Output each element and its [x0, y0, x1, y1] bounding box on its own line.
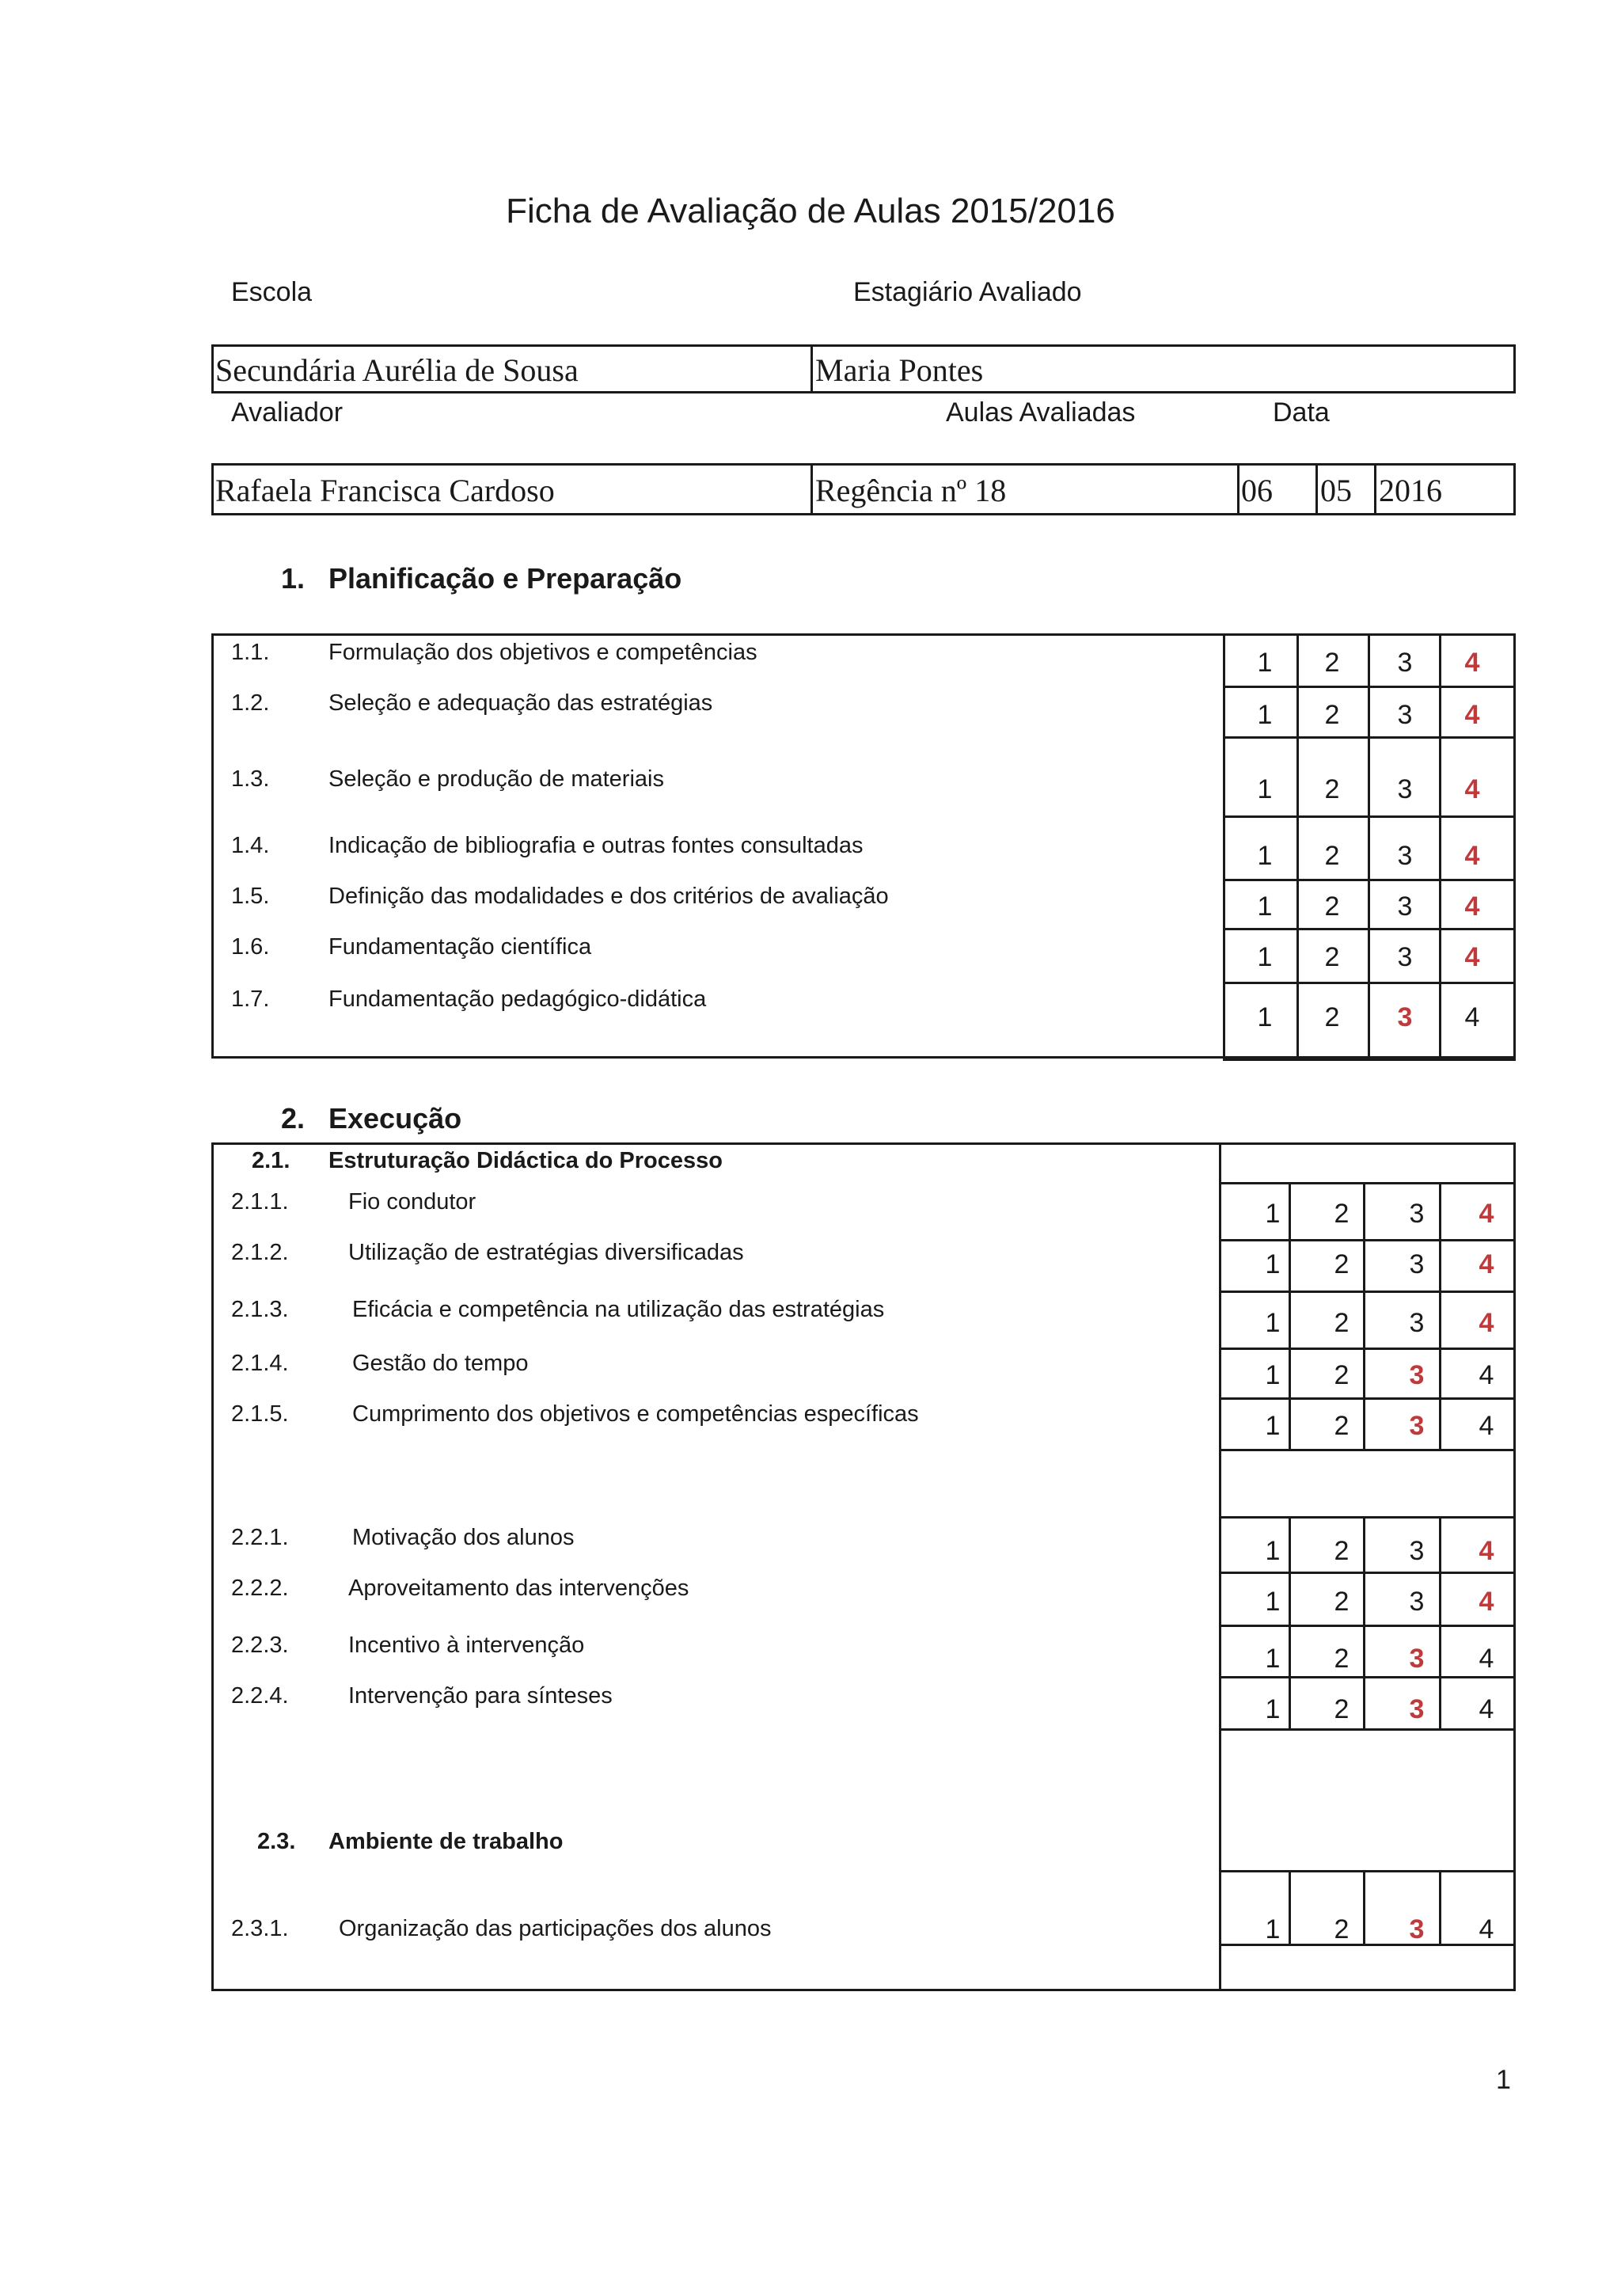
- score-option-selected: 4: [1479, 1536, 1494, 1566]
- score-option: 1: [1265, 1644, 1281, 1674]
- score-option: 1: [1265, 1308, 1281, 1338]
- score-option-selected: 3: [1409, 1360, 1425, 1390]
- label-escola: Escola: [231, 277, 313, 307]
- item-number: 2.2.4.: [231, 1683, 289, 1709]
- page-number: 1: [1496, 2065, 1511, 2095]
- item-number: 1.2.: [231, 690, 270, 716]
- item-label: Cumprimento dos objetivos e competências específicas: [352, 1401, 919, 1427]
- score-option: 3: [1397, 841, 1413, 871]
- score-option-selected: 4: [1479, 1587, 1494, 1617]
- score-option-selected: 3: [1409, 1914, 1425, 1944]
- score-option: 2: [1334, 1199, 1350, 1229]
- item-number: 2.1.3.: [231, 1297, 289, 1322]
- score-grid-line: [1219, 1449, 1516, 1451]
- label-avaliador: Avaliador: [231, 397, 344, 428]
- avaliador-value: Rafaela Francisca Cardoso: [215, 473, 555, 508]
- score-option: 3: [1397, 774, 1413, 804]
- item-label: Eficácia e competência na utilização das estratégias: [352, 1297, 885, 1322]
- score-grid-line: [1219, 1625, 1516, 1627]
- score-option: 2: [1334, 1587, 1350, 1617]
- item-label: Seleção e adequação das estratégias: [328, 690, 713, 716]
- sub21-title: Estruturação Didáctica do Processo: [328, 1148, 723, 1173]
- score-option-selected: 4: [1464, 891, 1480, 922]
- score-grid-line: [1219, 1676, 1516, 1678]
- score-option: 2: [1324, 648, 1340, 678]
- item-number: 1.1.: [231, 640, 270, 665]
- score-option-selected: 4: [1479, 1249, 1494, 1279]
- item-number: 2.3.1.: [231, 1916, 289, 1941]
- sub21-number: 2.1.: [252, 1148, 290, 1173]
- score-option: 1: [1257, 648, 1273, 678]
- score-option: 1: [1265, 1587, 1281, 1617]
- score-option: 2: [1334, 1360, 1350, 1390]
- section1-title: Planificação e Preparação: [328, 562, 682, 595]
- item-label: Intervenção para sínteses: [348, 1683, 613, 1709]
- escola-value: Secundária Aurélia de Sousa: [215, 352, 579, 388]
- score-option: 3: [1397, 648, 1413, 678]
- score-option: 4: [1479, 1644, 1494, 1674]
- score-option: 3: [1397, 942, 1413, 972]
- header-divider: [1237, 463, 1239, 515]
- item-number: 2.1.2.: [231, 1240, 289, 1265]
- score-option-selected: 4: [1479, 1308, 1494, 1338]
- score-grid-line: [1219, 1348, 1516, 1350]
- score-option: 3: [1409, 1587, 1425, 1617]
- sub23-number: 2.3.: [257, 1829, 296, 1854]
- score-grid-line: [1219, 1291, 1516, 1293]
- score-option-selected: 3: [1409, 1644, 1425, 1674]
- score-option-selected: 4: [1464, 700, 1480, 730]
- score-option: 2: [1334, 1249, 1350, 1279]
- data-dia: 06: [1241, 473, 1273, 508]
- score-grid-line: [1219, 1182, 1516, 1184]
- item-number: 2.1.1.: [231, 1189, 289, 1215]
- score-option: 2: [1334, 1308, 1350, 1338]
- score-option-selected: 3: [1397, 1002, 1413, 1032]
- score-option-selected: 4: [1464, 841, 1480, 871]
- score-option-selected: 3: [1409, 1694, 1425, 1724]
- header-divider: [1315, 463, 1318, 515]
- score-option: 2: [1324, 841, 1340, 871]
- item-label: Aproveitamento das intervenções: [348, 1576, 689, 1601]
- header-divider: [1374, 463, 1376, 515]
- score-option: 4: [1479, 1411, 1494, 1441]
- score-grid-line: [1219, 1870, 1516, 1872]
- score-option: 4: [1464, 1002, 1480, 1032]
- item-label: Organização das participações dos alunos: [339, 1916, 772, 1941]
- score-option: 4: [1479, 1360, 1494, 1390]
- item-number: 2.2.2.: [231, 1576, 289, 1601]
- item-label: Definição das modalidades e dos critérios de avaliação: [328, 884, 889, 909]
- item-label: Formulação dos objetivos e competências: [328, 640, 757, 665]
- score-option: 2: [1324, 1002, 1340, 1032]
- score-option: 1: [1265, 1360, 1281, 1390]
- item-label: Motivação dos alunos: [352, 1525, 575, 1550]
- item-number: 2.2.1.: [231, 1525, 289, 1550]
- item-number: 1.3.: [231, 766, 270, 792]
- item-number: 2.2.3.: [231, 1633, 289, 1658]
- score-grid-line: [1219, 1728, 1516, 1731]
- item-label: Gestão do tempo: [352, 1351, 529, 1376]
- label-estagiario: Estagiário Avaliado: [853, 277, 1082, 307]
- item-label: Fundamentação científica: [328, 934, 592, 960]
- score-option: 2: [1324, 891, 1340, 922]
- score-option: 4: [1479, 1694, 1494, 1724]
- score-option: 1: [1257, 891, 1273, 922]
- score-option: 1: [1265, 1914, 1281, 1944]
- item-label: Utilização de estratégias diversificadas: [348, 1240, 744, 1265]
- item-number: 1.5.: [231, 884, 270, 909]
- score-option: 2: [1324, 942, 1340, 972]
- score-column-border: [1223, 633, 1225, 1059]
- score-option: 2: [1334, 1536, 1350, 1566]
- section2-number: 2.: [281, 1102, 306, 1135]
- score-grid-line: [1223, 1059, 1516, 1061]
- score-grid-line: [1219, 1239, 1516, 1241]
- item-number: 2.1.5.: [231, 1401, 289, 1427]
- item-number: 1.7.: [231, 986, 270, 1012]
- score-option: 3: [1409, 1249, 1425, 1279]
- score-option: 3: [1409, 1536, 1425, 1566]
- page-title: Ficha de Avaliação de Aulas 2015/2016: [506, 192, 1115, 230]
- score-grid-line: [1219, 1572, 1516, 1574]
- score-column-border: [1219, 1142, 1221, 1991]
- header-divider: [810, 463, 813, 515]
- score-option: 2: [1334, 1914, 1350, 1944]
- aulas-value: Regência nº 18: [815, 473, 1007, 508]
- score-option-selected: 4: [1464, 648, 1480, 678]
- label-aulas: Aulas Avaliadas: [946, 397, 1136, 428]
- score-option-selected: 4: [1464, 774, 1480, 804]
- label-data: Data: [1273, 397, 1330, 428]
- score-option: 1: [1265, 1536, 1281, 1566]
- score-option: 1: [1265, 1249, 1281, 1279]
- item-label: Indicação de bibliografia e outras fontes consultadas: [328, 833, 864, 858]
- item-label: Seleção e produção de materiais: [328, 766, 664, 792]
- score-option: 2: [1334, 1644, 1350, 1674]
- score-option: 1: [1257, 700, 1273, 730]
- score-option: 2: [1324, 774, 1340, 804]
- score-option: 3: [1409, 1199, 1425, 1229]
- score-option: 1: [1265, 1694, 1281, 1724]
- item-number: 1.6.: [231, 934, 270, 960]
- score-option-selected: 4: [1464, 942, 1480, 972]
- score-grid-line: [1219, 1397, 1516, 1400]
- score-option: 3: [1397, 700, 1413, 730]
- header-divider: [810, 344, 813, 393]
- data-mes: 05: [1320, 473, 1352, 508]
- item-number: 2.1.4.: [231, 1351, 289, 1376]
- score-option-selected: 3: [1409, 1411, 1425, 1441]
- score-option: 3: [1409, 1308, 1425, 1338]
- score-option: 1: [1265, 1199, 1281, 1229]
- sub23-title: Ambiente de trabalho: [328, 1829, 564, 1854]
- item-label: Fundamentação pedagógico-didática: [328, 986, 707, 1012]
- score-option: 1: [1257, 841, 1273, 871]
- estagiario-value: Maria Pontes: [815, 352, 984, 388]
- score-option: 2: [1324, 700, 1340, 730]
- item-number: 1.4.: [231, 833, 270, 858]
- score-option-selected: 4: [1479, 1199, 1494, 1229]
- score-option: 1: [1257, 774, 1273, 804]
- score-grid-line: [1219, 1516, 1516, 1519]
- score-option: 2: [1334, 1411, 1350, 1441]
- item-label: Fio condutor: [348, 1189, 476, 1215]
- score-option: 3: [1397, 891, 1413, 922]
- section1-number: 1.: [281, 562, 306, 595]
- score-option: 1: [1265, 1411, 1281, 1441]
- item-label: Incentivo à intervenção: [348, 1633, 585, 1658]
- section2-title: Execução: [328, 1102, 462, 1135]
- score-option: 1: [1257, 1002, 1273, 1032]
- score-option: 1: [1257, 942, 1273, 972]
- score-option: 2: [1334, 1694, 1350, 1724]
- score-option: 4: [1479, 1914, 1494, 1944]
- data-ano: 2016: [1379, 473, 1442, 508]
